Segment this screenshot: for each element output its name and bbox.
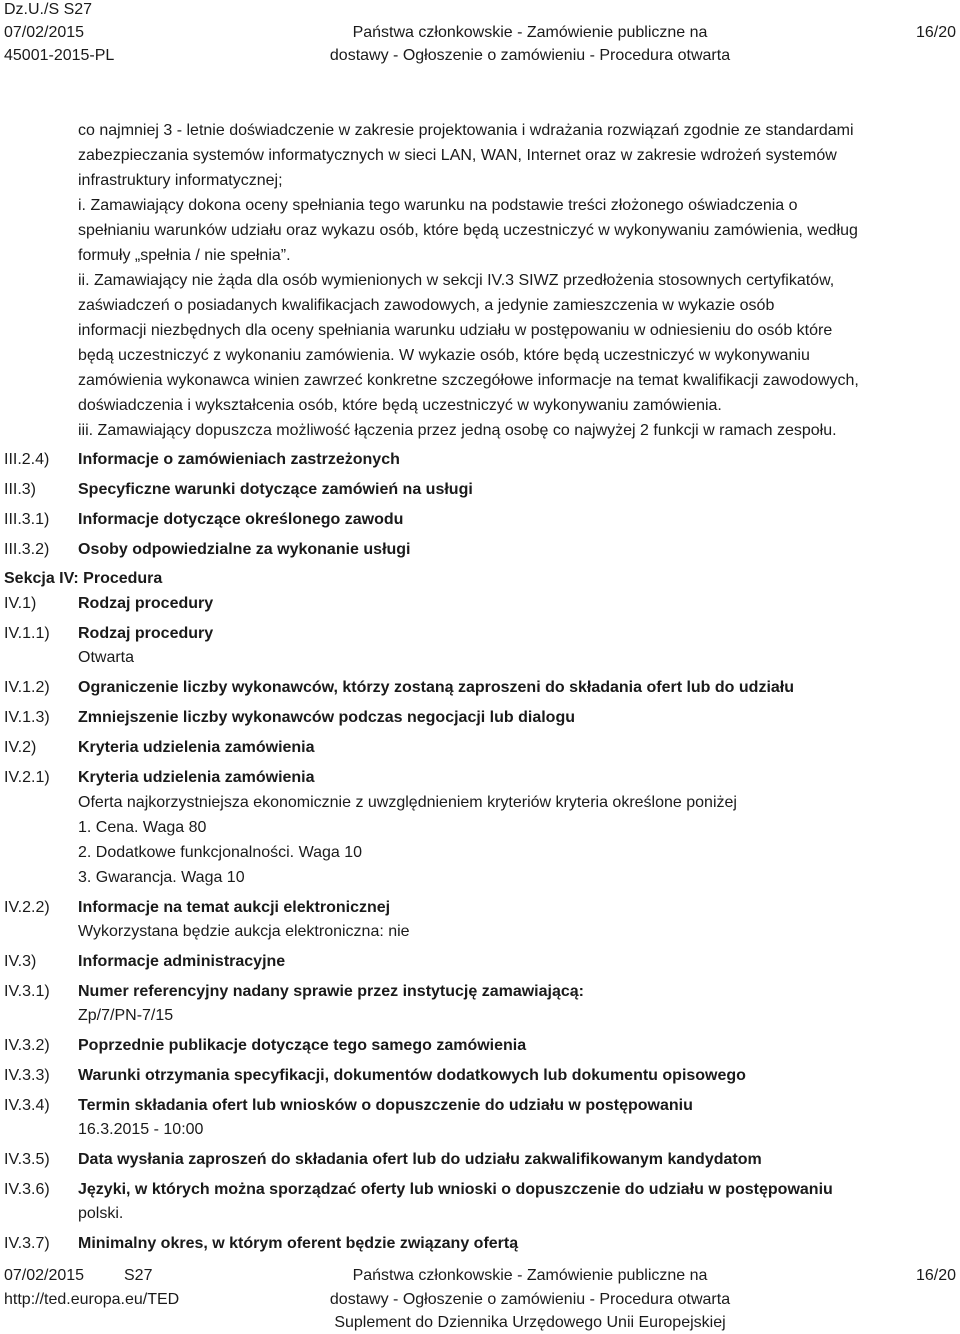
header-date: 07/02/2015 — [4, 24, 85, 41]
section-number: IV.1.3) — [4, 709, 50, 726]
footer-url: http://ted.europa.eu/TED — [4, 1291, 180, 1308]
section-number: IV.3.4) — [4, 1097, 50, 1114]
section-iv-heading: Sekcja IV: Procedura — [4, 570, 163, 587]
section-title: Informacje na temat aukcji elektronicznej — [78, 899, 391, 916]
section-title: Ograniczenie liczby wykonawców, którzy zostaną zaproszeni do składania ofert lub do udziału — [78, 679, 794, 696]
criteria-line: 1. Cena. Waga 80 — [78, 819, 207, 836]
section-value: Zp/7/PN-7/15 — [78, 1007, 174, 1024]
criteria-line: Oferta najkorzystniejsza ekonomicznie z uwzględnieniem kryteriów kryteria określone poniżej — [78, 794, 737, 811]
section-number: IV.1.1) — [4, 625, 50, 642]
section-value: polski. — [78, 1205, 124, 1222]
section-number: IV.3.2) — [4, 1037, 50, 1054]
section-title: Informacje dotyczące określonego zawodu — [78, 511, 404, 528]
paragraph-line: informacji niezbędnych dla oceny spełniania warunku udziału w postępowaniu w odniesieniu do osób które — [78, 322, 833, 339]
section-title: Języki, w których można sporządzać oferty lub wnioski o dopuszczenie do udziału w postępowaniu — [78, 1181, 833, 1198]
section-number: III.2.4) — [4, 451, 50, 468]
footer-title-line2: dostawy - Ogłoszenie o zamówieniu - Procedura otwarta — [329, 1291, 731, 1308]
footer-title-line1: Państwa członkowskie - Zamówienie publiczne na — [352, 1267, 708, 1284]
section-number: IV.3) — [4, 953, 37, 970]
footer-page-number: 16/20 — [915, 1267, 956, 1284]
section-number: IV.2) — [4, 739, 37, 756]
paragraph-line: doświadczenia i wykształcenia osób, które będą uczestniczyć w wykonywaniu zamówienia. — [78, 397, 722, 414]
paragraph-line: formuły „spełnia / nie spełnia”. — [78, 247, 291, 264]
section-value: Wykorzystana będzie aukcja elektroniczna: nie — [78, 923, 410, 940]
section-title: Termin składania ofert lub wniosków o dopuszczenie do udziału w postępowaniu — [78, 1097, 693, 1114]
section-title: Osoby odpowiedzialne za wykonanie usługi — [78, 541, 411, 558]
paragraph-line: spełnianiu warunków udziału oraz wykazu osób, które będą uczestniczyć w wykonywaniu zamówienia, według — [78, 222, 858, 239]
section-number: III.3) — [4, 481, 37, 498]
section-title: Kryteria udzielenia zamówienia — [78, 769, 315, 786]
paragraph-line: zamówienia wykonawca winien zawrzeć konkretne szczegółowe informacje na temat kwalifikacji zawodowych, — [78, 372, 859, 389]
section-number: IV.2.1) — [4, 769, 50, 786]
section-title: Specyficzne warunki dotyczące zamówień na usługi — [78, 481, 473, 498]
paragraph-line: zaświadczeń o posiadanych kwalifikacjach zawodowych, a jedynie zamieszczenia w wykazie osób — [78, 297, 775, 314]
section-number: IV.3.1) — [4, 983, 50, 1000]
section-title: Zmniejszenie liczby wykonawców podczas negocjacji lub dialogu — [78, 709, 575, 726]
paragraph-line: i. Zamawiający dokona oceny spełniania tego warunku na podstawie treści złożonego oświadczenia o — [78, 197, 798, 214]
footer-date: 07/02/2015 — [4, 1267, 85, 1284]
section-number: IV.3.7) — [4, 1235, 50, 1252]
section-title: Data wysłania zaproszeń do składania ofert lub do udziału zakwalifikowanym kandydatom — [78, 1151, 762, 1168]
section-number: III.3.1) — [4, 511, 50, 528]
section-number: IV.3.3) — [4, 1067, 50, 1084]
paragraph-line: iii. Zamawiający dopuszcza możliwość łączenia przez jedną osobę co najwyżej 2 funkcji w ramach zespołu. — [78, 422, 837, 439]
section-title: Poprzednie publikacje dotyczące tego samego zamówienia — [78, 1037, 527, 1054]
footer-supplement: Suplement do Dziennika Urzędowego Unii Europejskiej — [334, 1314, 726, 1331]
section-title: Informacje o zamówieniach zastrzeżonych — [78, 451, 400, 468]
paragraph-line: ii. Zamawiający nie żąda dla osób wymienionych w sekcji IV.3 SIWZ przedłożenia stosownych certyfikatów, — [78, 272, 835, 289]
header-title-line1: Państwa członkowskie - Zamówienie publiczne na — [352, 24, 708, 41]
footer-series: S27 — [124, 1267, 153, 1284]
header-notice-number: 45001-2015-PL — [4, 47, 115, 64]
section-title: Numer referencyjny nadany sprawie przez instytucję zamawiającą: — [78, 983, 584, 1000]
section-number: IV.3.5) — [4, 1151, 50, 1168]
criteria-line: 2. Dodatkowe funkcjonalności. Waga 10 — [78, 844, 363, 861]
header-journal-ref: Dz.U./S S27 — [4, 1, 93, 18]
section-title: Minimalny okres, w którym oferent będzie związany ofertą — [78, 1235, 519, 1252]
paragraph-line: co najmniej 3 - letnie doświadczenie w zakresie projektowania i wdrażania rozwiązań zgodnie ze standardami — [78, 122, 854, 139]
section-number: III.3.2) — [4, 541, 50, 558]
paragraph-line: zabezpieczania systemów informatycznych w sieci LAN, WAN, Internet oraz w zakresie wdrożeń systemów — [78, 147, 837, 164]
section-title: Rodzaj procedury — [78, 625, 214, 642]
section-value: Otwarta — [78, 649, 135, 666]
section-title: Informacje administracyjne — [78, 953, 286, 970]
section-title: Kryteria udzielenia zamówienia — [78, 739, 315, 756]
section-number: IV.2.2) — [4, 899, 50, 916]
paragraph-line: infrastruktury informatycznej; — [78, 172, 283, 189]
section-title: Rodzaj procedury — [78, 595, 214, 612]
section-title: Warunki otrzymania specyfikacji, dokumentów dodatkowych lub dokumentu opisowego — [78, 1067, 746, 1084]
paragraph-line: będą uczestniczyć z wykonaniu zamówienia. W wykazie osób, które będą uczestniczyć w wykonywaniu — [78, 347, 810, 364]
section-number: IV.1.2) — [4, 679, 50, 696]
criteria-line: 3. Gwarancja. Waga 10 — [78, 869, 245, 886]
section-value: 16.3.2015 - 10:00 — [78, 1121, 204, 1138]
section-number: IV.1) — [4, 595, 37, 612]
section-number: IV.3.6) — [4, 1181, 50, 1198]
header-title-line2: dostawy - Ogłoszenie o zamówieniu - Procedura otwarta — [329, 47, 731, 64]
header-page-number: 16/20 — [915, 24, 956, 41]
